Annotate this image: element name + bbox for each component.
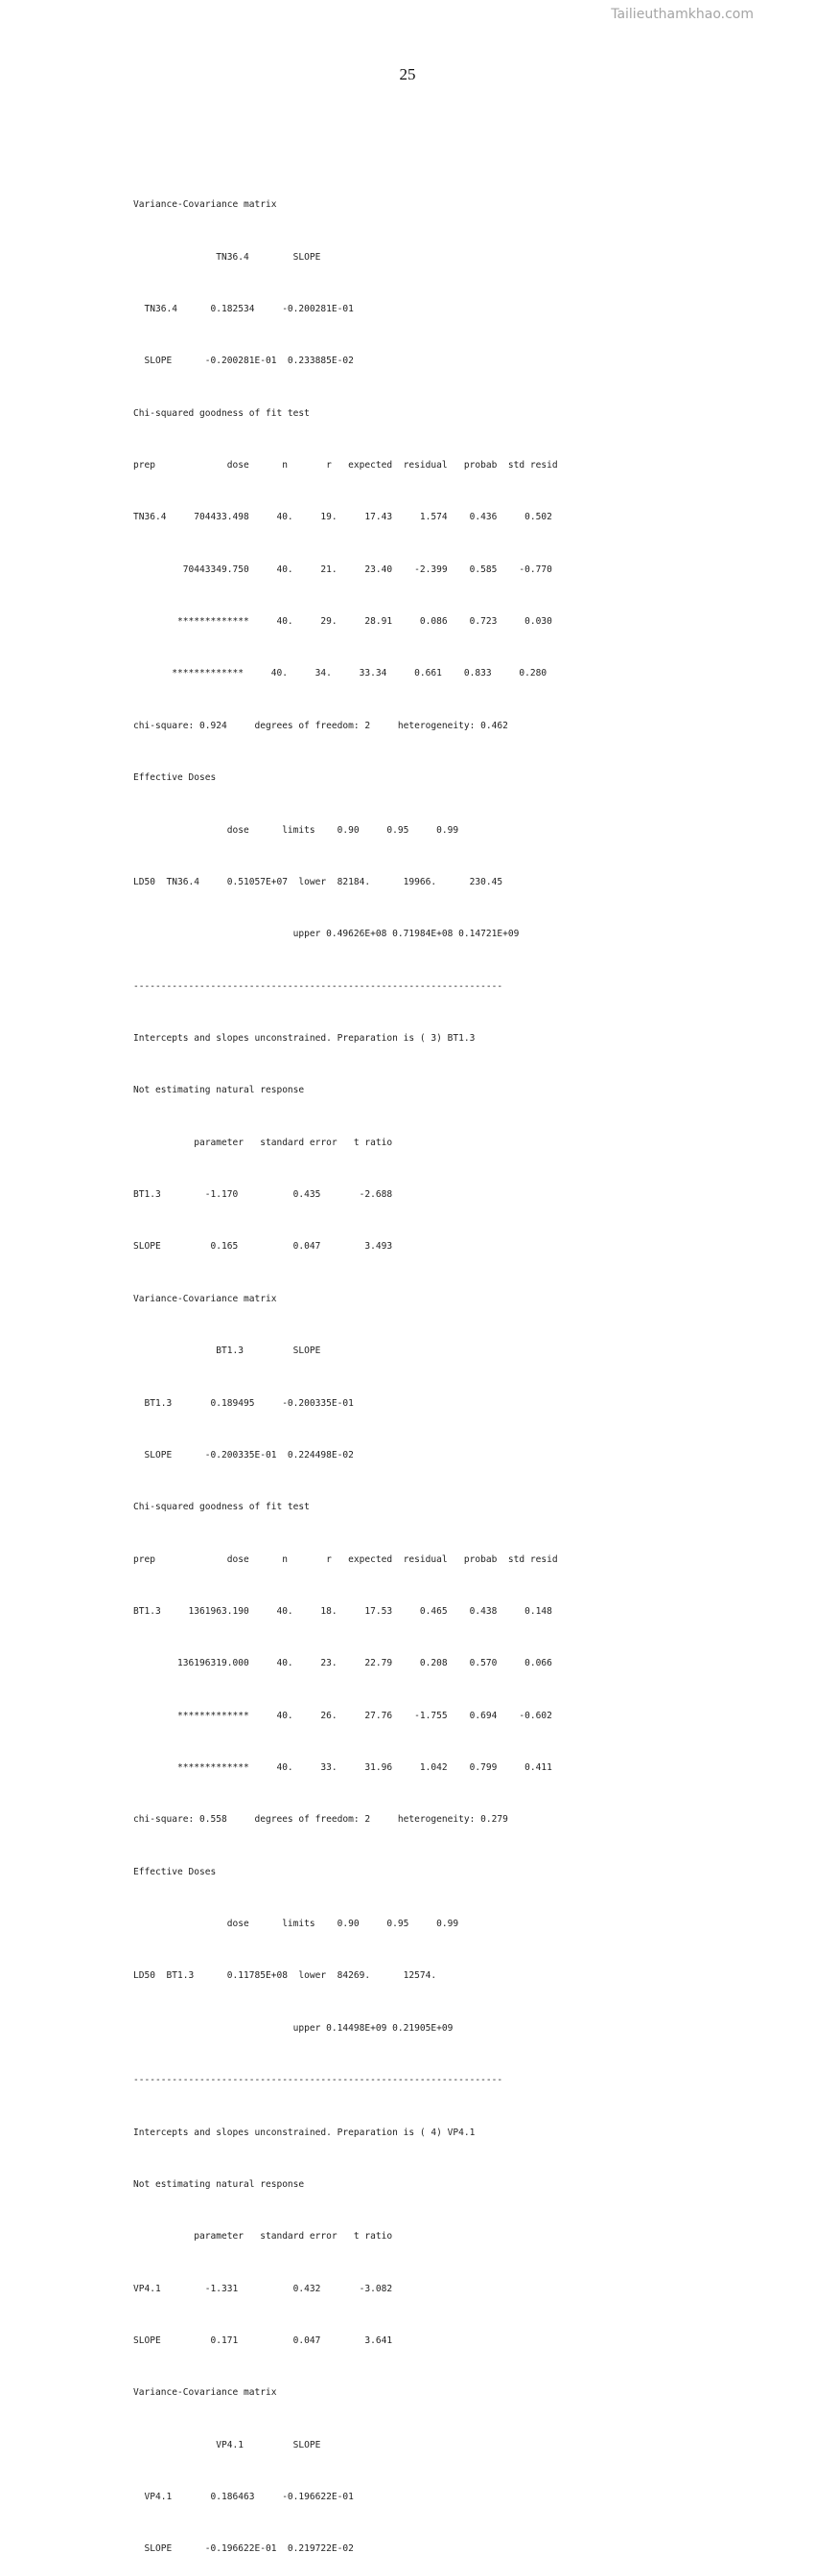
output-line: Intercepts and slopes unconstrained. Preparation is ( 3) BT1.3 [133,1033,476,1044]
output-line: LD50 TN36.4 0.51057E+07 lower 82184. 19966. 230.45 [133,876,503,887]
output-line: VP4.1 -1.331 0.432 -3.082 [133,2283,393,2294]
output-line: SLOPE 0.171 0.047 3.641 [133,2334,393,2346]
output-line: Chi-squared goodness of fit test [133,1502,310,1513]
output-line: Chi-squared goodness of fit test [133,407,310,419]
output-line: BT1.3 SLOPE [133,1346,321,1357]
output-line: prep dose n r expected residual probab std resid [133,1553,558,1565]
output-line: parameter standard error t ratio [133,1137,393,1148]
output-line: Not estimating natural response [133,1085,305,1096]
output-line: chi-square: 0.924 degrees of freedom: 2 heterogeneity: 0.462 [133,720,508,731]
output-line: SLOPE -0.196622E-01 0.219722E-02 [133,2543,354,2555]
output-line: TN36.4 SLOPE [133,251,321,263]
output-line: chi-square: 0.558 degrees of freedom: 2 heterogeneity: 0.279 [133,1814,508,1826]
output-line: Variance-Covariance matrix [133,2387,277,2399]
output-line: SLOPE -0.200281E-01 0.233885E-02 [133,356,354,367]
output-line: upper 0.49626E+08 0.71984E+08 0.14721E+09 [133,929,520,940]
output-line: 136196319.000 40. 23. 22.79 0.208 0.570 0.066 [133,1658,552,1669]
output-line: LD50 BT1.3 0.11785E+08 lower 84269. 12574. [133,1970,437,1982]
output-line: TN36.4 704433.498 40. 19. 17.43 1.574 0.436 0.502 [133,512,552,523]
page-number: 25 [399,65,416,83]
output-line: VP4.1 SLOPE [133,2439,321,2450]
output-line: Effective Doses [133,1866,217,1877]
output-line: BT1.3 0.189495 -0.200335E-01 [133,1397,354,1409]
output-line: BT1.3 1361963.190 40. 18. 17.53 0.465 0.438 0.148 [133,1605,552,1617]
statistical-output [133,162,558,2576]
output-line: Variance-Covariance matrix [133,199,277,211]
output-line: Effective Doses [133,772,217,784]
output-line: ************* 40. 34. 33.34 0.661 0.833 0.280 [133,668,547,679]
separator-line: ------------------------------------------------------------------- [133,2075,503,2086]
output-line: SLOPE -0.200335E-01 0.224498E-02 [133,1449,354,1460]
output-line: dose limits 0.90 0.95 0.99 [133,1919,459,1930]
output-line: Variance-Covariance matrix [133,1293,277,1304]
output-line: 70443349.750 40. 21. 23.40 -2.399 0.585 -0.770 [133,564,552,575]
output-line: ************* 40. 29. 28.91 0.086 0.723 0.030 [133,616,552,628]
output-line: SLOPE 0.165 0.047 3.493 [133,1241,393,1253]
output-line: upper 0.14498E+09 0.21905E+09 [133,2022,454,2034]
output-line: Not estimating natural response [133,2178,305,2190]
output-line: parameter standard error t ratio [133,2231,393,2242]
output-line: VP4.1 0.186463 -0.196622E-01 [133,2492,354,2503]
output-line: ************* 40. 26. 27.76 -1.755 0.694 -0.602 [133,1710,552,1721]
output-line: TN36.4 0.182534 -0.200281E-01 [133,303,354,314]
output-line: Intercepts and slopes unconstrained. Preparation is ( 4) VP4.1 [133,2127,476,2138]
output-line: ************* 40. 33. 31.96 1.042 0.799 0.411 [133,1762,552,1774]
output-line: prep dose n r expected residual probab std resid [133,460,558,472]
watermark: Tailieuthamkhao.com [611,7,754,22]
separator-line: ------------------------------------------------------------------- [133,980,503,992]
output-line: dose limits 0.90 0.95 0.99 [133,824,459,836]
output-line: BT1.3 -1.170 0.435 -2.688 [133,1189,393,1201]
